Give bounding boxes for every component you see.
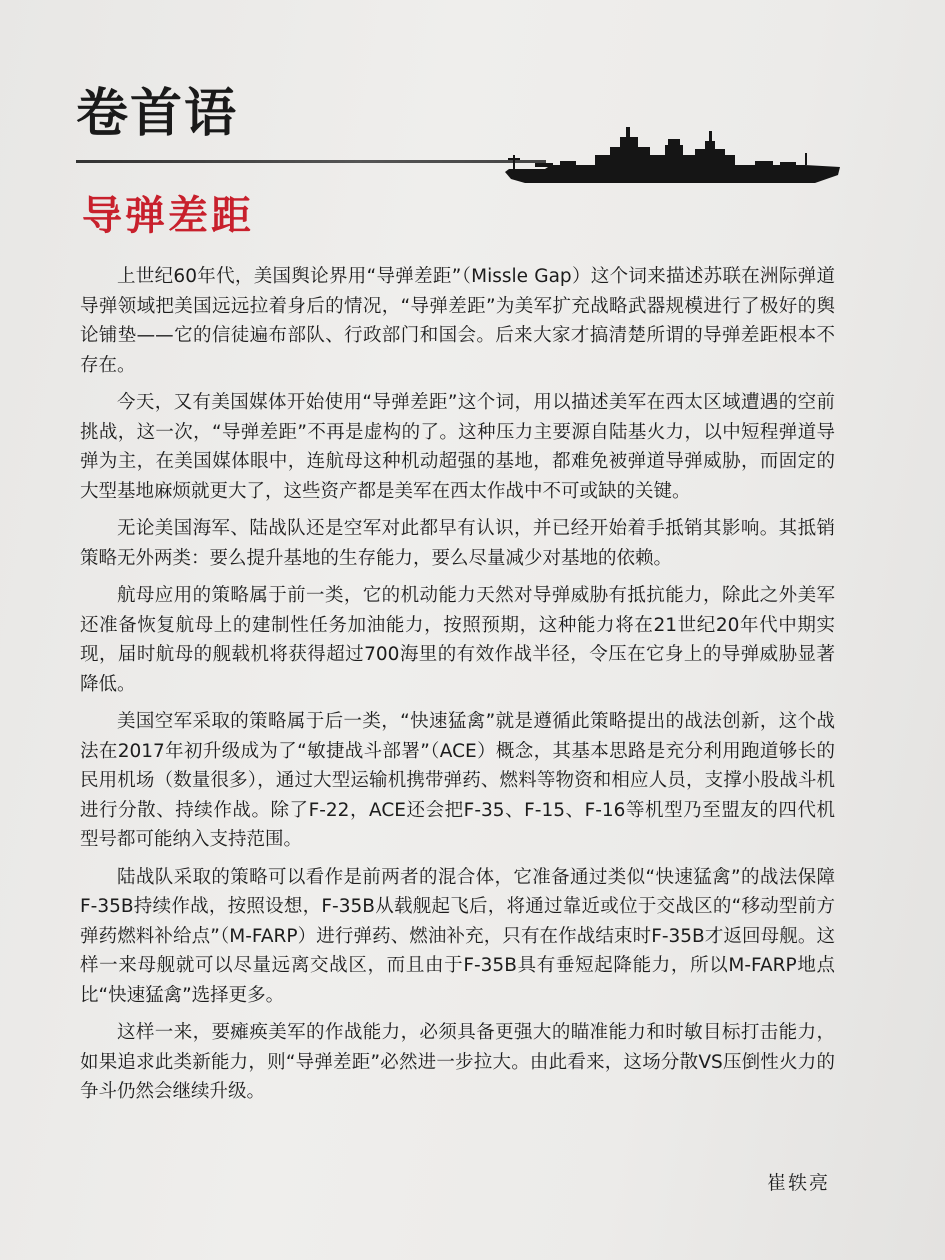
battleship-silhouette-icon	[505, 125, 840, 187]
article-title: 导弹差距	[82, 193, 254, 239]
header-divider	[76, 160, 546, 163]
article-body	[80, 262, 835, 1115]
paragraph: 今天，又有美国媒体开始使用“导弹差距”这个词，用以描述美军在西太区域遭遇的空前挑战，这一次，“导弹差距”不再是虚构的了。这种压力主要源自陆基火力，以中短程弹道导弹为主，在美国媒体眼中，连航母这种机动超强的基地，都难免被弹道导弹威胁，而固定的大型基地麻烦就更大了，这些资产都是美军在西太作战中不可或缺的关键。	[80, 392, 835, 502]
paragraph: 上世纪60年代，美国舆论界用“导弹差距”（Missle Gap）这个词来描述苏联在洲际弹道导弹领域把美国远远拉着身后的情况，“导弹差距”为美军扩充战略武器规模进行了极好的舆论铺垫——它的信徒遍布部队、行政部门和国会。后来大家才搞清楚所谓的导弹差距根本不存在。	[80, 266, 835, 376]
section-title: 卷首语	[76, 84, 239, 144]
paragraph: 陆战队采取的策略可以看作是前两者的混合体，它准备通过类似“快速猛禽”的战法保障F-35B持续作战，按照设想，F-35B从载舰起飞后，将通过靠近或位于交战区的“移动型前方弹药燃料补给点”（M-FARP）进行弹药、燃油补充，只有在作战结束时F-35B才返回母舰。这样一来母舰就可以尽量远离交战区，而且由于F-35B具有垂短起降能力，所以M-FARP地点比“快速猛禽”选择更多。	[80, 866, 835, 1006]
paragraph: 这样一来，要瘫痪美军的作战能力，必须具备更强大的瞄准能力和时敏目标打击能力，如果追求此类新能力，则“导弹差距”必然进一步拉大。由此看来，这场分散VS压倒性火力的争斗仍然会继续升级。	[80, 1022, 835, 1102]
paragraph: 美国空军采取的策略属于后一类，“快速猛禽”就是遵循此策略提出的战法创新，这个战法在2017年初升级成为了“敏捷战斗部署”（ACE）概念，其基本思路是充分利用跑道够长的民用机场（数量很多），通过大型运输机携带弹药、燃料等物资和相应人员，支撑小股战斗机进行分散、持续作战。除了F-22，ACE还会把F-35、F-15、F-16等机型乃至盟友的四代机型号都可能纳入支持范围。	[80, 711, 835, 850]
author-signature: 崔轶亮	[766, 1172, 830, 1194]
paragraph: 航母应用的策略属于前一类，它的机动能力天然对导弹威胁有抵抗能力，除此之外美军还准备恢复航母上的建制性任务加油能力，按照预期，这种能力将在21世纪20年代中期实现，届时航母的舰载机将获得超过700海里的有效作战半径，令压在它身上的导弹威胁显著降低。	[80, 585, 835, 695]
paragraph: 无论美国海军、陆战队还是空军对此都早有认识，并已经开始着手抵销其影响。其抵销策略无外两类：要么提升基地的生存能力，要么尽量减少对基地的依赖。	[80, 518, 835, 569]
